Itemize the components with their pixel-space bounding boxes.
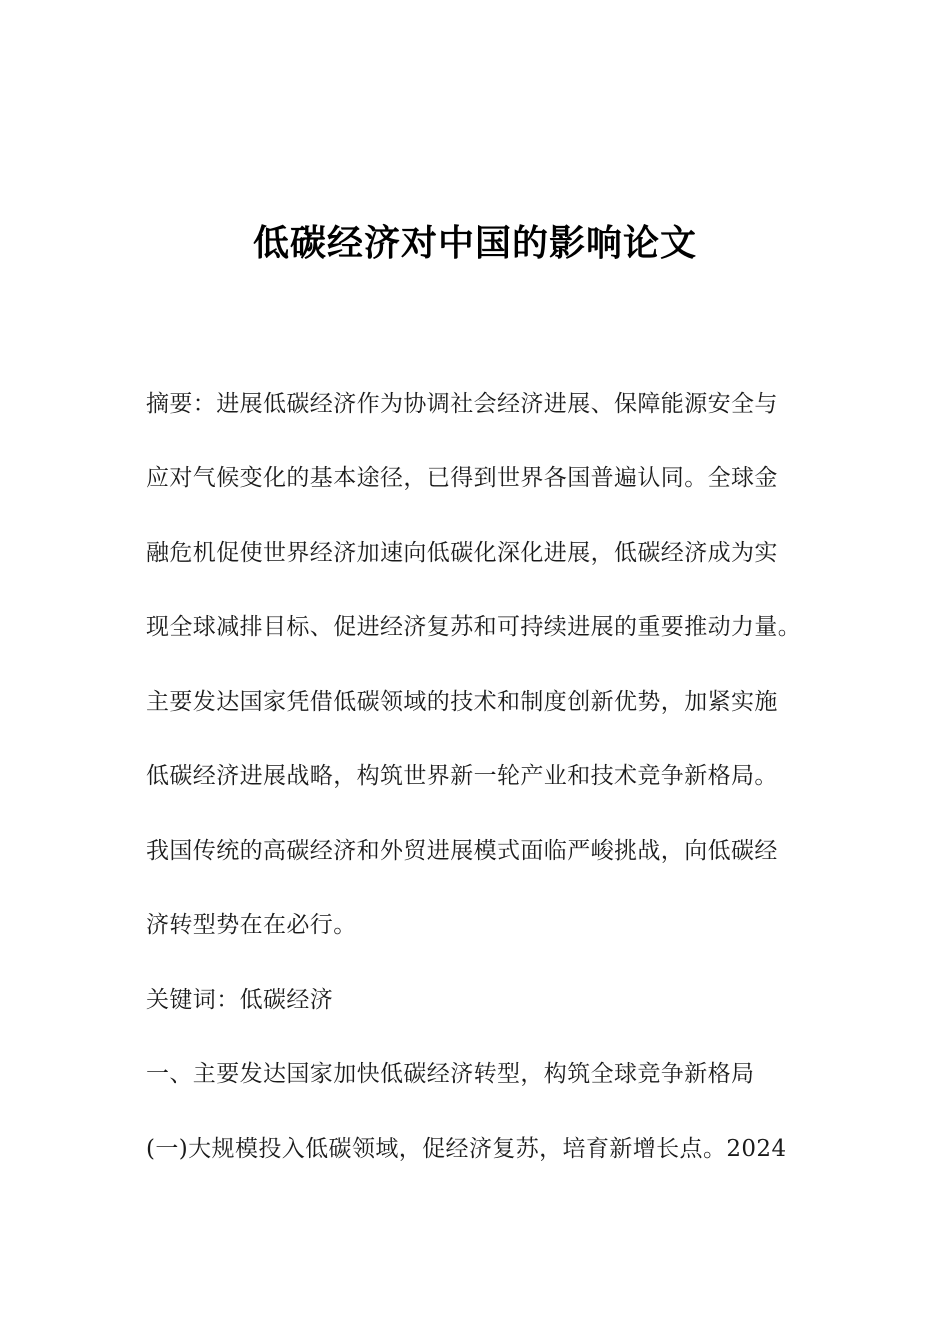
abstract-line-2: 应对气候变化的基本途径，已得到世界各国普遍认同。全球金 — [146, 465, 778, 491]
section-heading-1: 一、主要发达国家加快低碳经济转型，构筑全球竞争新格局 — [146, 1061, 755, 1087]
document-title: 低碳经济对中国的影响论文 — [252, 223, 697, 264]
abstract-line-7: 我国传统的高碳经济和外贸进展模式面临严峻挑战，向低碳经 — [146, 838, 778, 864]
abstract-line-8: 济转型势在在必行。 — [146, 912, 357, 938]
abstract-line-4: 现全球减排目标、促进经济复苏和可持续进展的重要推动力量。 — [146, 614, 802, 640]
keywords-line: 关键词：低碳经济 — [146, 987, 334, 1013]
abstract-line-3: 融危机促使世界经济加速向低碳化深化进展，低碳经济成为实 — [146, 540, 778, 566]
abstract-line-6: 低碳经济进展战略，构筑世界新一轮产业和技术竞争新格局。 — [146, 763, 778, 789]
subsection-heading-1: (一)大规模投入低碳领域，促经济复苏，培育新增长点。2024 — [146, 1136, 787, 1162]
abstract-line-5: 主要发达国家凭借低碳领域的技术和制度创新优势，加紧实施 — [146, 689, 778, 715]
abstract-line-1: 摘要：进展低碳经济作为协调社会经济进展、保障能源安全与 — [146, 391, 778, 417]
